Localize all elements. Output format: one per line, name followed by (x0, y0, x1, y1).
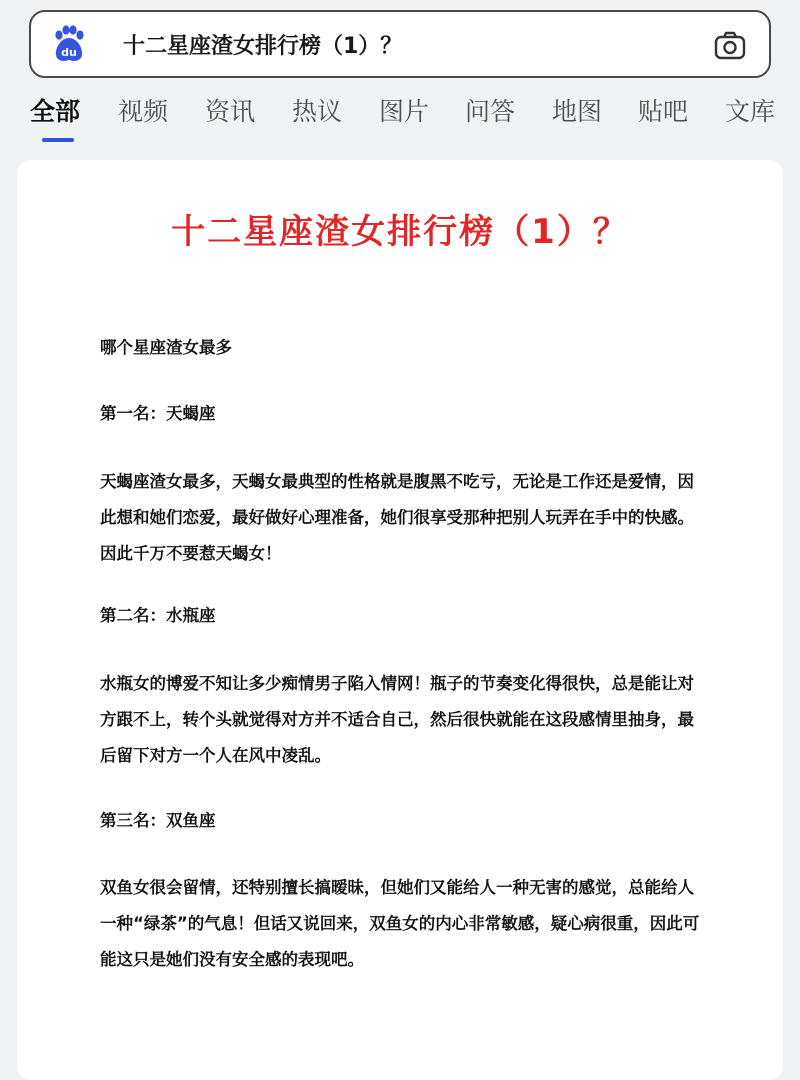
search-input[interactable]: 十二星座渣女排行榜（1）？ (123, 33, 403, 59)
search-bar[interactable] (29, 10, 771, 78)
rank-body-1: 天蝎座渣女最多，天蝎女最典型的性格就是腹黑不吃亏，无论是工作还是爱情，因此想和她们恋爱，最好做好心理准备，她们很享受那种把别人玩弄在手中的快感。因此千万不要惹天蝎女！ (100, 472, 694, 563)
rank-heading-3: 第三名：双鱼座 (100, 811, 216, 830)
tab-all[interactable]: 全部 (30, 97, 81, 126)
rank-heading-1: 第一名：天蝎座 (100, 404, 216, 423)
rank-heading-2: 第二名：水瓶座 (100, 606, 216, 625)
active-tab-indicator (42, 138, 74, 142)
rank-body-3: 双鱼女很会留情，还特别擅长搞暧昧，但她们又能给人一种无害的感觉，总能给人一种“绿茶”的气息！但话又说回来，双鱼女的内心非常敏感，疑心病很重，因此可能这只是她们没有安全感的表现吧。 (100, 878, 700, 969)
tab-map[interactable]: 地图 (552, 97, 603, 126)
tab-images[interactable]: 图片 (379, 97, 430, 126)
tab-tieba[interactable]: 贴吧 (638, 97, 689, 126)
article-title: 十二星座渣女排行榜（1）？ (171, 212, 629, 252)
article-card (17, 160, 783, 1080)
rank-body-2: 水瓶女的博爱不知让多少痴情男子陷入情网！瓶子的节奏变化得很快，总是能让对方跟不上，转个头就觉得对方并不适合自己，然后很快就能在这段感情里抽身，最后留下对方一个人在风中凌乱。 (100, 674, 694, 765)
tab-video[interactable]: 视频 (118, 97, 169, 126)
camera-icon[interactable] (713, 29, 747, 63)
svg-text:du: du (61, 46, 77, 59)
tab-news[interactable]: 资讯 (205, 97, 256, 126)
tab-qa[interactable]: 问答 (465, 97, 516, 126)
baidu-paw-icon[interactable] (49, 24, 89, 64)
search-tabs (0, 92, 800, 142)
tab-discussion[interactable]: 热议 (292, 97, 343, 126)
tab-wenku[interactable]: 文库 (725, 97, 776, 126)
article-intro: 哪个星座渣女最多 (100, 338, 232, 357)
